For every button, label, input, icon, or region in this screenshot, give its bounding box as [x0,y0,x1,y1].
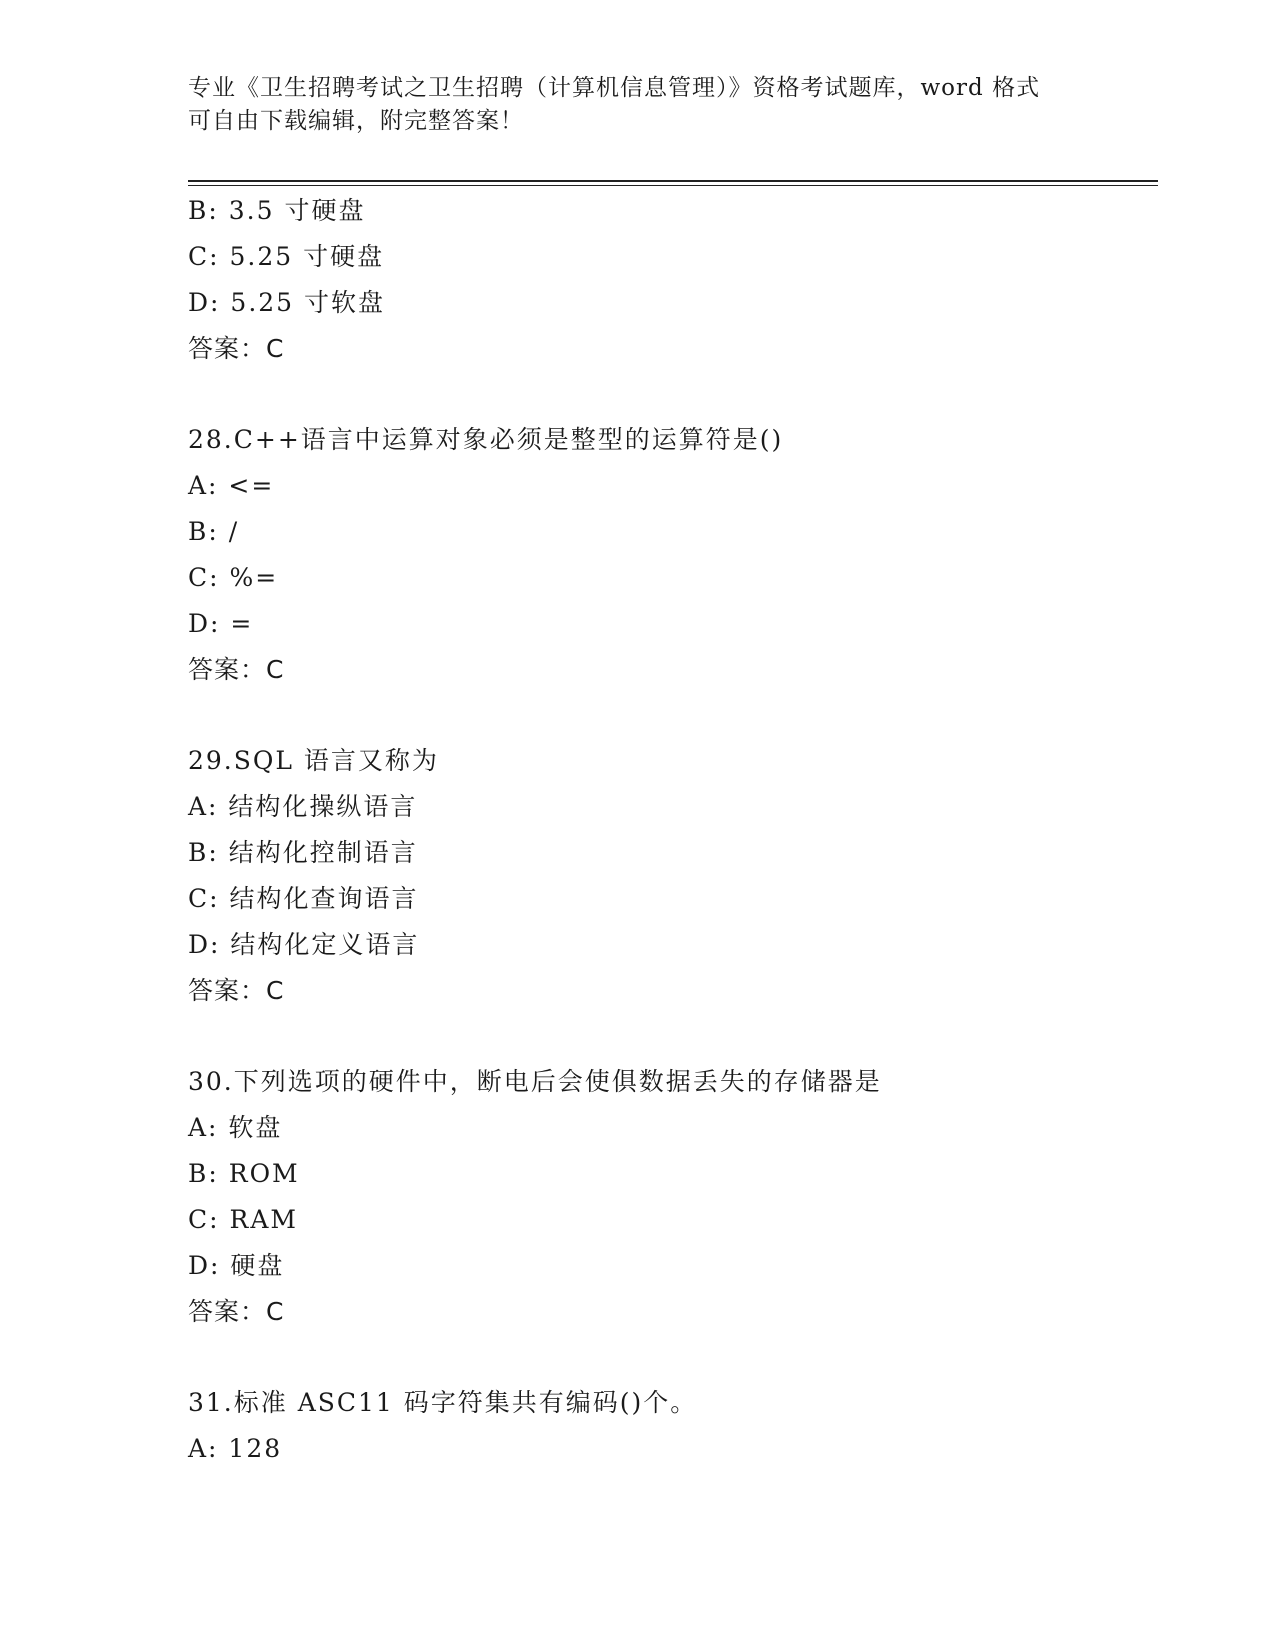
option-line: D: 硬盘 [188,1251,285,1280]
header-title-line-1: 专业《卫生招聘考试之卫生招聘（计算机信息管理）》资格考试题库，word 格式 [188,75,1041,101]
question-stem: 29.SQL 语言又称为 [188,746,439,775]
option-line: D: 5.25 寸软盘 [188,288,386,317]
option-line: B: / [188,517,240,546]
answer-line: 答案：C [188,655,285,684]
header-title-line-2: 可自由下载编辑，附完整答案！ [188,108,524,134]
option-line: C: RAM [188,1205,298,1234]
document-header [188,72,1088,138]
option-line: D: 结构化定义语言 [188,930,420,959]
option-line: B: 结构化控制语言 [188,838,418,867]
option-line: C: %= [188,563,279,592]
option-line: A: 128 [188,1434,283,1463]
option-line: B: ROM [188,1159,300,1188]
option-line: B: 3.5 寸硬盘 [188,196,366,225]
option-line: A: 结构化操纵语言 [188,792,418,821]
option-line: C: 5.25 寸硬盘 [188,242,385,271]
answer-line: 答案：C [188,976,285,1005]
question-list [188,188,1148,1472]
answer-line: 答案：C [188,1297,285,1326]
option-line: A: <= [188,471,275,500]
question-stem: 28.C++语言中运算对象必须是整型的运算符是() [188,425,784,454]
option-line: D: = [188,609,254,638]
answer-line: 答案：C [188,334,285,363]
question-stem: 31.标准 ASC11 码字符集共有编码()个。 [188,1388,698,1417]
header-rule-thick [188,180,1158,182]
header-rule-thin [188,185,1158,186]
option-line: A: 软盘 [188,1113,283,1142]
question-stem: 30.下列选项的硬件中，断电后会使俱数据丢失的存储器是 [188,1067,882,1096]
option-line: C: 结构化查询语言 [188,884,419,913]
